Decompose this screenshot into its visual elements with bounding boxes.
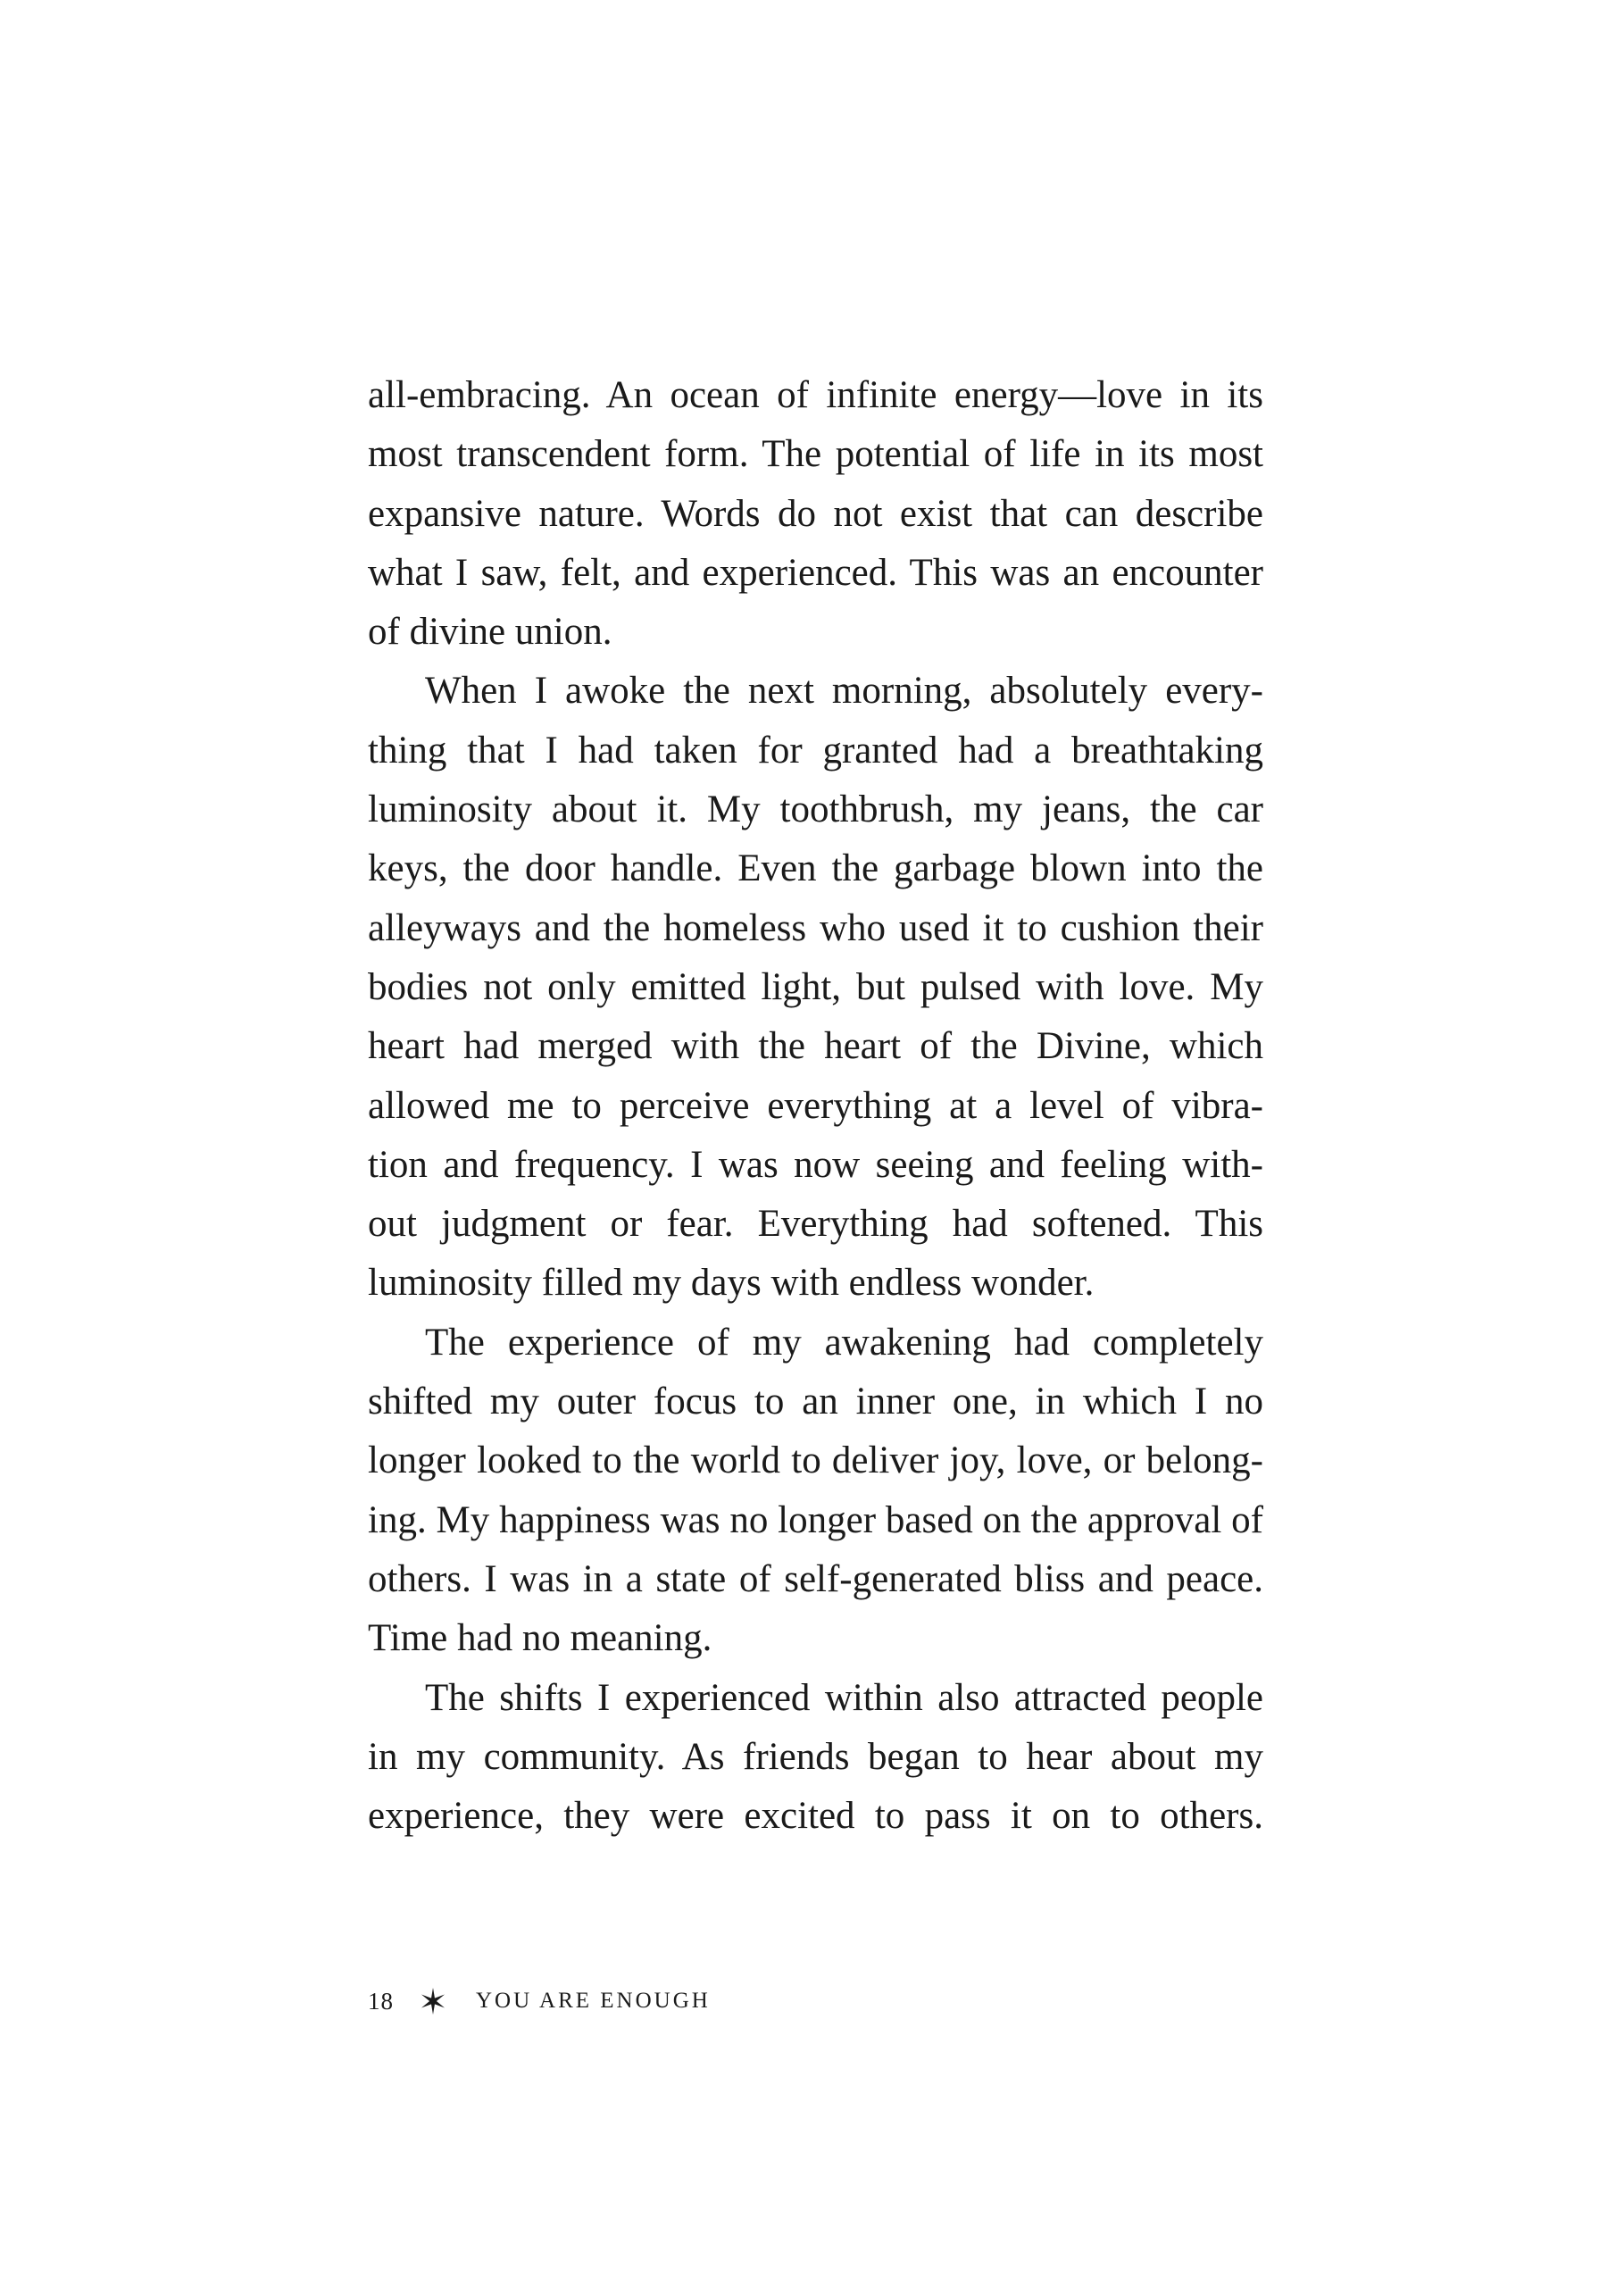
text-line: of divine union. (368, 611, 612, 654)
text-line: shifted my outer focus to an inner one, in which I no (368, 1381, 1263, 1423)
text-line: most transcendent form. The potential of life in its most (368, 433, 1263, 476)
text-line: what I saw, felt, and experienced. This was an encounter (368, 551, 1263, 594)
text-line: alleyways and the homeless who used it to cushion their (368, 906, 1263, 949)
running-head: YOU ARE ENOUGH (476, 1989, 711, 2013)
text-line: thing that I had taken for granted had a breathtaking (368, 729, 1263, 772)
text-line: heart had merged with the heart of the Divine, which (368, 1025, 1263, 1068)
text-line: expansive nature. Words do not exist that can describe (368, 492, 1263, 535)
text-line: luminosity about it. My toothbrush, my jeans, the car (368, 788, 1263, 831)
text-line: luminosity filled my days with endless wonder. (368, 1262, 1095, 1305)
text-line: bodies not only emitted light, but pulsed with love. My (368, 965, 1263, 1008)
text-line: longer looked to the world to deliver joy, love, or belong- (368, 1439, 1263, 1482)
text-line: The experience of my awakening had completely (425, 1321, 1263, 1364)
page-number: 18 (368, 1987, 394, 2015)
text-line: all-embracing. An ocean of infinite energy—love in its (368, 374, 1263, 416)
asterisk-star-icon (419, 1987, 447, 2015)
text-line: The shifts I experienced within also attracted people (425, 1676, 1263, 1719)
text-line: others. I was in a state of self-generated bliss and peace. (368, 1557, 1263, 1600)
text-line: keys, the door handle. Even the garbage blown into the (368, 847, 1263, 890)
body-text (368, 366, 1263, 1846)
text-line: Time had no meaning. (368, 1617, 712, 1660)
text-line: in my community. As friends began to hear about my (368, 1735, 1263, 1778)
page-footer (368, 1983, 711, 2019)
text-line: allowed me to perceive everything at a level of vibra- (368, 1084, 1263, 1127)
text-line: ing. My happiness was no longer based on the approval of (368, 1498, 1263, 1541)
text-line: When I awoke the next morning, absolutely every- (425, 670, 1263, 713)
text-line: out judgment or fear. Everything had softened. This (368, 1203, 1263, 1246)
text-line: experience, they were excited to pass it on to others. (368, 1795, 1263, 1838)
text-line: tion and frequency. I was now seeing and feeling with- (368, 1143, 1263, 1186)
